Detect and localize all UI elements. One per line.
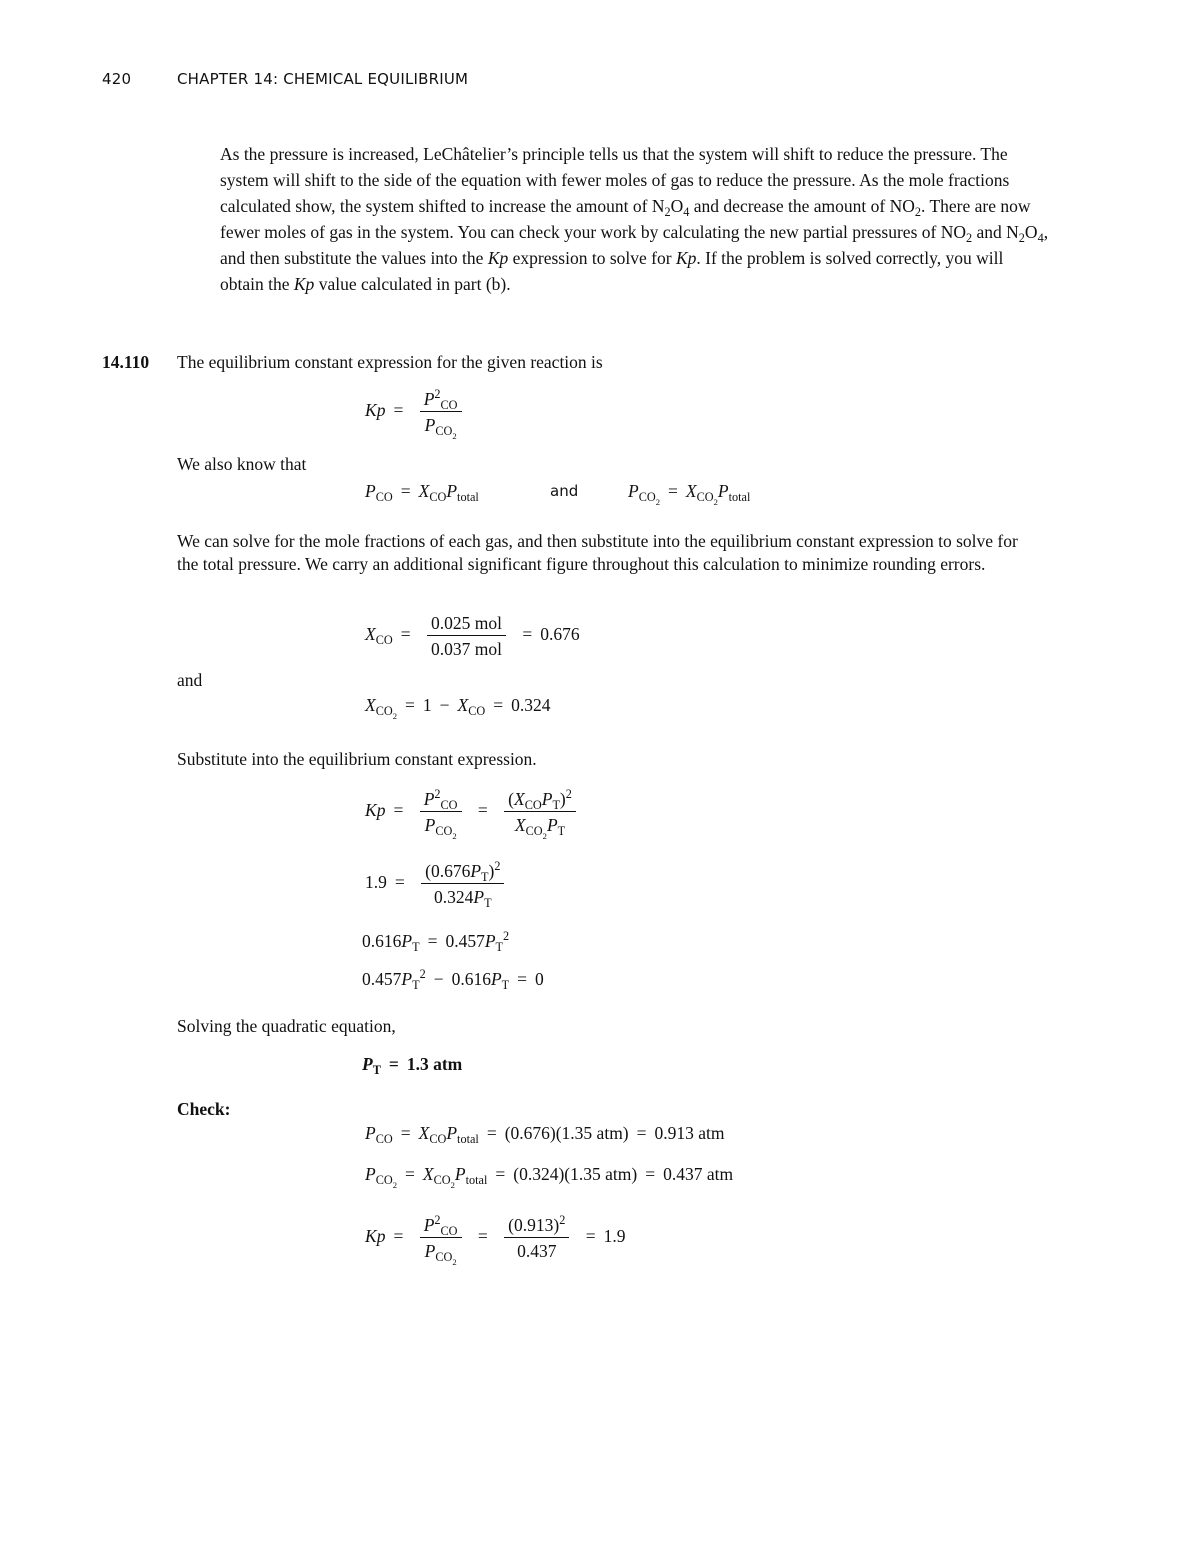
- solve-paragraph: We can solve for the mole fractions of each gas, and then substitute into the equilibrium constant expression to solve for the total pressure. We carry an additional significant figure throughout this calculation to minimize rounding errors.: [177, 531, 1018, 574]
- kp-expression: Kp = $\frac{P^2_{CO}}{P_{CO_2}}$: [365, 388, 466, 436]
- intro-paragraph: [220, 141, 1050, 297]
- chapter-title: CHAPTER 14: CHEMICAL EQUILIBRIUM: [177, 70, 469, 88]
- n2o4-formula: $N_2O_4$: [1006, 222, 1044, 245]
- no2-formula: $NO_2$: [940, 222, 973, 245]
- n2o4-formula: $N_2O_4$: [651, 196, 690, 219]
- intro-text-7: . If the problem is solved correctly, you will obtain the: [220, 248, 1004, 294]
- intro-text-4: and: [976, 222, 1002, 242]
- pco-relation: $P_{CO} = X_{CO}P_{total}$: [365, 481, 479, 504]
- intro-text-1: As the pressure is increased, LeChâtelier’s principle tells us that the system will shift to reduce the pressure. The system will shift to the side of the equation with fewer moles of gas to reduce the pressure. As the mole fractions calculated show, the system shifted to increase the amount of: [220, 144, 1010, 216]
- intro-text-3: . There are now fewer moles of gas in the system. You can check your work by calculating the new partial pressures of: [220, 196, 1031, 242]
- check-pco: $P_{CO} = X_{CO}P_{total} = (0.676)(1.35$ atm) = 0.913 atm: [365, 1123, 725, 1146]
- intro-text-6: expression to solve for: [512, 248, 672, 268]
- pco2-relation: $P_{CO_2}= X_{CO_2}P_{total}$: [628, 481, 751, 507]
- x-co2-equation: $X_{CO_2}= 1 - X_{CO} = 0.324$: [365, 695, 551, 721]
- kp-substitution: Kp = $\frac{P^2_{CO}}{P_{CO_2}}$ = $\frac{(X_{CO}P_T)^2}{X_{CO_2}P_T}$: [365, 788, 580, 836]
- intro-text-5: , and then substitute the values into the: [220, 222, 1049, 268]
- substitute-text: Substitute into the equilibrium constant expression.: [177, 749, 537, 769]
- answer-equation: $P_T = 1.3$ atm: [362, 1054, 463, 1077]
- check-pco2: $P_{CO_2}= X_{CO_2}P_{total} = (0.324)(1.35$ atm) = 0.437 atm: [365, 1164, 734, 1190]
- solving-text: Solving the quadratic equation,: [177, 1016, 396, 1036]
- page-number: 420: [102, 70, 132, 88]
- numeric-equation: 1.9 = $\frac{(0.676P_T)^2}{0.324P_T}$: [365, 860, 508, 908]
- check-label: Check:: [177, 1099, 231, 1119]
- problem-statement: The equilibrium constant expression for the given reaction is: [177, 352, 603, 372]
- problem-number: 14.110: [102, 352, 150, 372]
- answer-value: 1.3 atm: [406, 1054, 463, 1074]
- also-know-text: We also know that: [177, 454, 307, 474]
- kp-symbol: Kp: [675, 248, 697, 268]
- kp-fraction: $\frac{P^2_{CO}}{P_{CO_2}}$: [420, 388, 462, 436]
- no2-formula: $NO_2$: [889, 196, 922, 219]
- intro-text-8: value calculated in part (b).: [318, 274, 511, 294]
- kp-symbol: Kp: [487, 248, 509, 268]
- quadratic-equation: $0.457P_T^2 - 0.616P_T = 0$: [362, 967, 544, 992]
- intro-text-2: and decrease the amount of: [693, 196, 886, 216]
- and-label: and: [550, 482, 579, 500]
- linear-equation: $0.616P_T = 0.457P_T^2$: [362, 929, 510, 954]
- kp-symbol: Kp: [293, 274, 315, 294]
- and-text: and: [177, 670, 203, 690]
- x-co-equation: $X_{CO}$ = $\frac{\text{0.025 mol}}{\text{0.037 mol}}$ = 0.676: [365, 613, 580, 659]
- check-kp: Kp = $\frac{P^2_{CO}}{P_{CO_2}}$ = $\frac{(0.913)^2}{0.437}$ = 1.9: [365, 1213, 626, 1267]
